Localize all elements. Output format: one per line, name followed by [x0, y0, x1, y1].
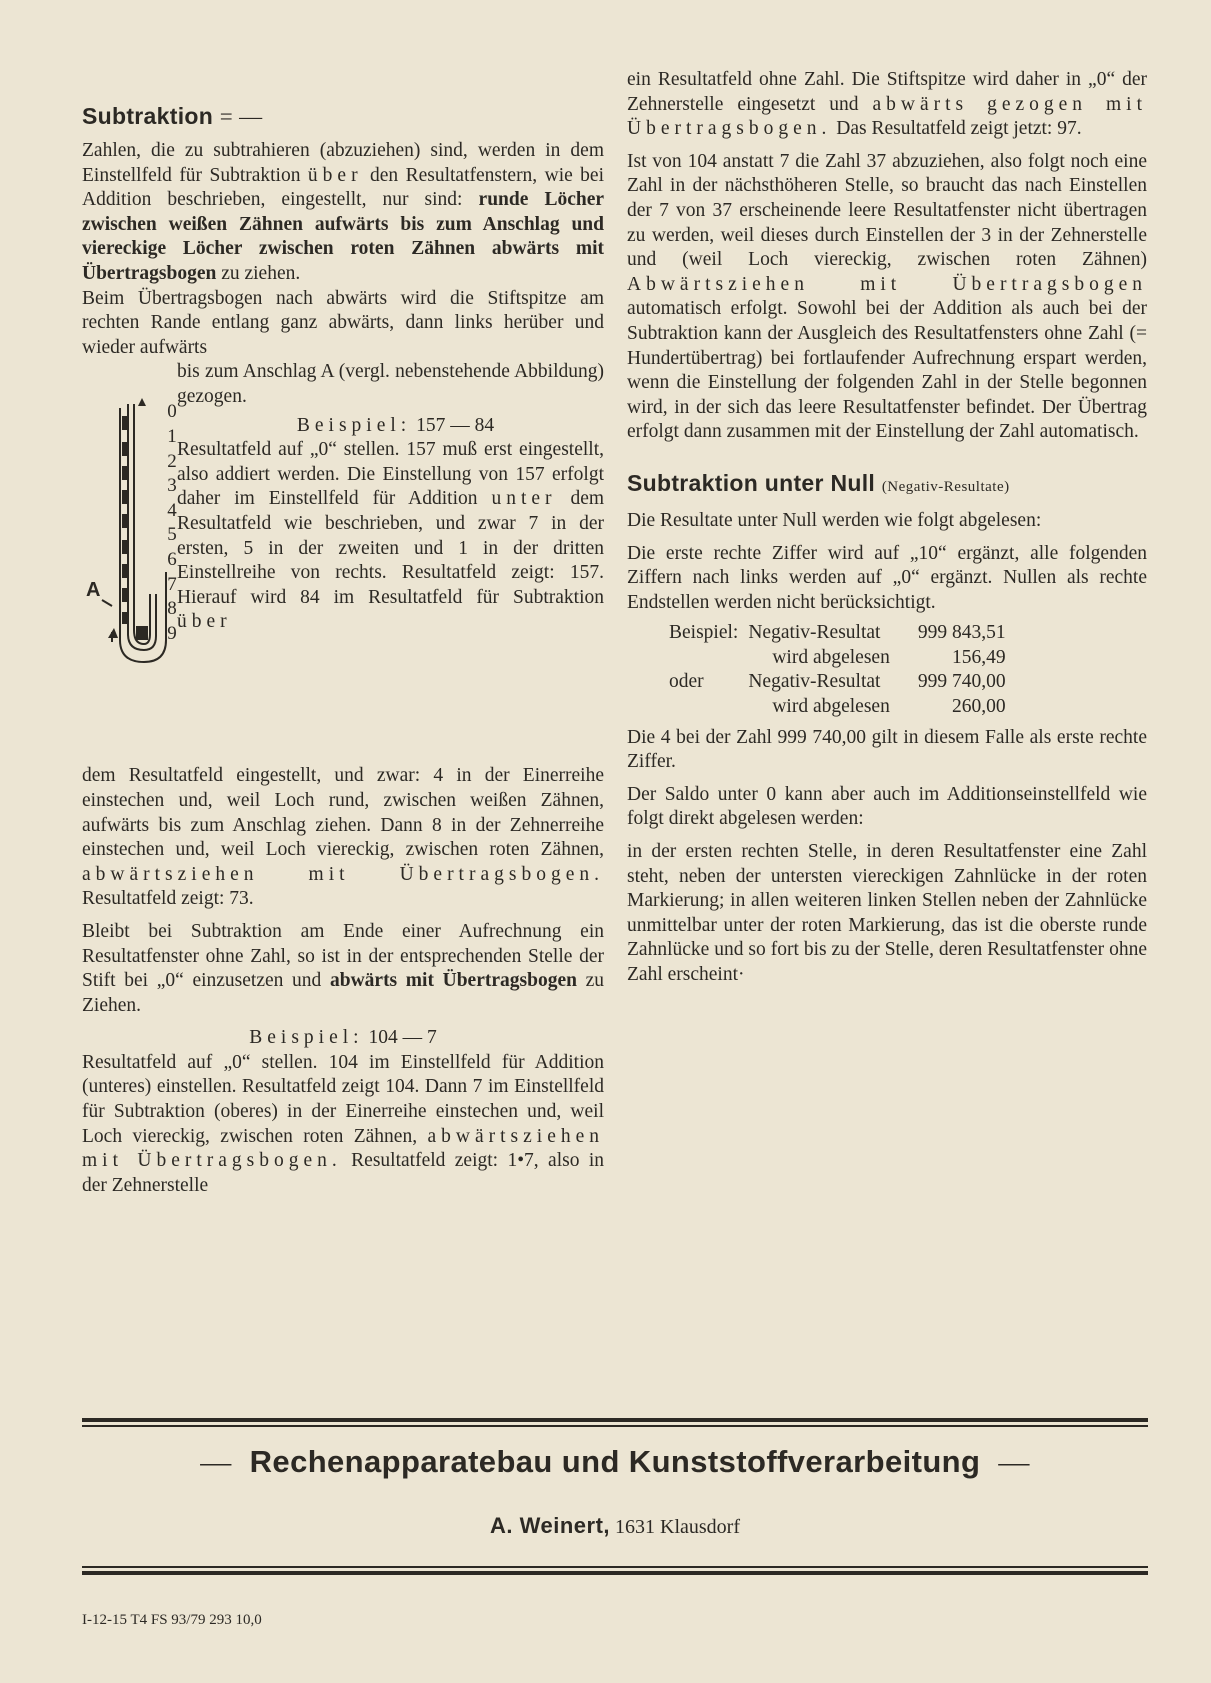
footer-rule-top — [82, 1418, 1148, 1427]
section-heading-unter-null: Subtraktion unter Null (Negativ-Resultate) — [627, 469, 1010, 496]
heading-symbol: = — — [219, 104, 263, 129]
print-code: I-12-15 T4 FS 93/79 293 10,0 — [82, 1612, 262, 1628]
paragraph-ergaenzung: Die erste rechte Ziffer wird auf „10“ ergänzt, alle folgenden Ziffern nach links werden auf „0“ ergänzt. Nullen als rechte Endstellen werden nicht berücksichtigt. — [627, 542, 1147, 613]
table-row: Beispiel: Negativ-Resultat 999 843,51 — [669, 622, 1006, 644]
left-column — [82, 102, 604, 1198]
section-heading-subtraktion — [82, 102, 604, 131]
paragraph-uebertragsbogen: Beim Übertragsbogen nach abwärts wird die Stiftspitze am rechten Rande entlang ganz abwärts, dann links herüber und wieder aufwärts — [82, 287, 604, 358]
example-2-text: Resultatfeld auf „0“ stellen. 104 im Einstellfeld für Addition (unteres) einstellen. Resultatfeld zeigt 104. Dann 7 im Einstellfeld für Subtraktion (oberes) in der Einerreihe einstechen und, weil Loch viereckig, zwischen roten Zähnen, abwärtsziehen mit Übertragsbogen. Resultatfeld zeigt: 1•7, also in der Zehnerstelle — [82, 1051, 605, 1196]
paragraph-anschlag: bis zum Anschlag A (vergl. nebenstehende Abbildung) gezogen. — [177, 361, 604, 407]
paragraph-continued: ein Resultatfeld ohne Zahl. Die Stiftspitze wird daher in „0“ der Zehnerstelle eingesetzt und abwärts gezogen mit Übertragsbogen. Das Resultatfeld zeigt jetzt: 97. — [627, 69, 1147, 140]
table-row: wird abgelesen 260,00 — [772, 696, 1006, 718]
company-name: — Rechenapparatebau und Kunststoffverarbeitung — — [200, 1444, 1030, 1479]
table-row: wird abgelesen 156,49 — [772, 646, 1006, 668]
paragraph-37: Ist von 104 anstatt 7 die Zahl 37 abzuziehen, also folgt noch eine Zahl in der nächsthöheren Stelle, so braucht das nach Einstellen der 7 von 37 erscheinende leere Resultatfenster nicht übertragen zu werden, weil dieses durch Einstellen der 3 in der Zehnerstelle und (weil Loch viereckig, zwischen roten Zähnen) Abwärtsziehen mit Übertragsbogen automatisch erfolgt. Sowohl bei der Addition als auch bei der Subtraktion kann der Ausgleich des Resultatfensters ohne Zahl (= Hundertübertrag) bei fortlaufender Aufrechnung erspart werden, wenn die Einstellung der folgenden Zahl in der Stelle begonnen wird, in der sich das leere Resultatfenster befindet. Der Übertrag erfolgt dann zusammen mit der Einstellung der Zahl automatisch. — [627, 150, 1147, 443]
footer-rule-bottom — [82, 1566, 1148, 1575]
example-1-heading: Beispiel: 157 — 84 — [296, 414, 495, 436]
negative-result-examples — [669, 621, 1016, 719]
paragraph-saldo: Der Saldo unter 0 kann aber auch im Additionseinstellfeld wie folgt direkt abgelesen werden: — [627, 783, 1147, 830]
paragraph-erste-rechte-ziffer: Die 4 bei der Zahl 999 740,00 gilt in diesem Falle als erste rechte Ziffer. — [627, 726, 1147, 773]
digit-scale: 0 1 2 3 4 5 6 7 8 9 — [167, 401, 177, 644]
table-row: oder Negativ-Resultat 999 740,00 — [669, 671, 1006, 693]
paragraph-intro: Zahlen, die zu subtrahieren (abzuziehen) sind, werden in dem Einstellfeld für Subtraktion über den Resultatfenstern, wie bei Addition beschrieben, eingestellt, nur sind: runde Löcher zwischen weißen Zähnen aufwärts bis zum Anschlag und viereckige Löcher zwischen roten Zähnen abwärts mit Übertragsbogen zu ziehen. — [82, 140, 605, 284]
example-1-continued: dem Resultatfeld eingestellt, und zwar: 4 in der Einerreihe einstechen und, weil Loch rund, zwischen weißen Zähnen, aufwärts bis zum Anschlag ziehen. Dann 8 in der Zehnerreihe einstechen und, weil Loch viereckig, zwischen roten Zähnen, abwärtsziehen mit Übertragsbogen. Resultatfeld zeigt: 73. — [82, 765, 604, 910]
company-address: A. Weinert, 1631 Klausdorf — [490, 1513, 740, 1538]
heading-title: Subtraktion — [82, 103, 214, 129]
figure-label-a: A — [86, 579, 101, 602]
example-1-text: Resultatfeld auf „0“ stellen. 157 muß erst eingestellt, also addiert werden. Die Einstellung von 157 erfolgt daher im Einstellfeld für Addition unter dem Resultatfeld wie beschrieben, und zwar 7 in der ersten, 5 in der zweiten und 1 in der dritten Einstellreihe von rechts. Resultatfeld zeigt: 157. Hierauf wird 84 im Resultatfeld für Subtraktion über — [177, 439, 605, 633]
figure-and-example — [82, 360, 604, 764]
paragraph-ablesen: in der ersten rechten Stelle, in deren Resultatfenster eine Zahl steht, neben der untersten viereckigen Zahnlücke in der roten Markierung; in allen weiteren linken Stellen neben der Zahnlücke unmittelbar unter der roten Markierung, das ist die oberste runde Zahnlücke und so fort bis zu der Stelle, deren Resultatfenster ohne Zahl erscheint· — [627, 841, 1147, 985]
stylus-track-figure — [82, 394, 172, 684]
example-2-heading: Beispiel: 104 — 7 — [249, 1027, 437, 1049]
right-column — [627, 68, 1147, 988]
paragraph-resultate-unter-null: Die Resultate unter Null werden wie folgt abgelesen: — [627, 509, 1042, 531]
paragraph-resultatfenster-ohne-zahl: Bleibt bei Subtraktion am Ende einer Aufrechnung ein Resultatfenster ohne Zahl, so ist in der entsprechenden Stelle der Stift bei „0“ einzusetzen und abwärts mit Übertragsbogen zu Ziehen. — [82, 920, 605, 1016]
